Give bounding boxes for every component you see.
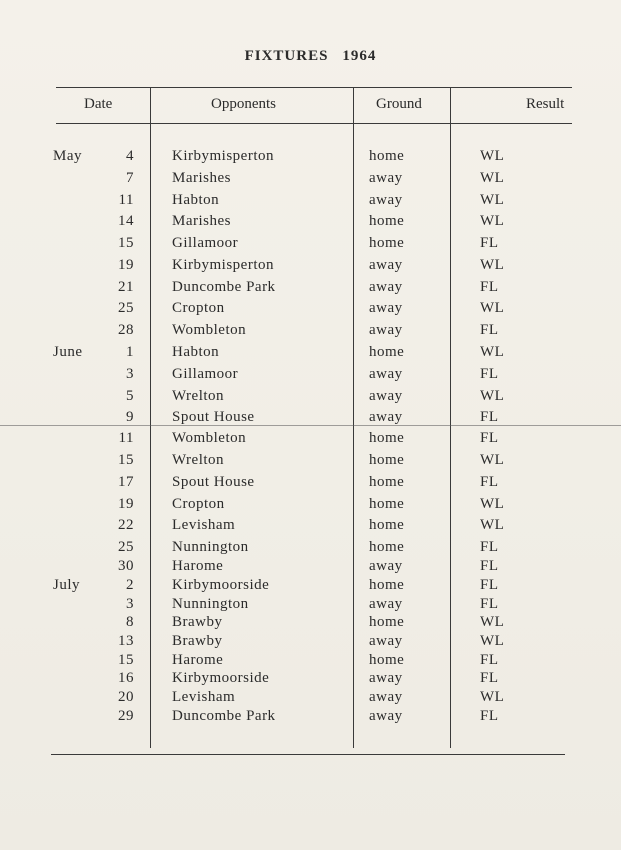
fixture-row <box>0 300 621 320</box>
fixture-result: WL <box>480 517 505 533</box>
fixture-row <box>0 213 621 233</box>
fixture-ground: away <box>369 689 403 705</box>
fixture-row <box>0 496 621 516</box>
header-ground: Ground <box>376 96 422 112</box>
fixture-ground: away <box>369 279 403 295</box>
fixture-ground: home <box>369 474 405 490</box>
fixture-day: 16 <box>118 670 134 686</box>
fixture-result: FL <box>480 322 499 338</box>
fixture-ground: away <box>369 366 403 382</box>
fixture-opponent: Spout House <box>172 474 255 490</box>
fixture-ground: home <box>369 577 405 593</box>
fixture-result: FL <box>480 558 499 574</box>
fixture-day: 11 <box>118 192 134 208</box>
fixture-ground: home <box>369 452 405 468</box>
header-result: Result <box>526 96 565 112</box>
fixture-day: 15 <box>118 235 134 251</box>
fixture-opponent: Marishes <box>172 170 231 186</box>
title-year: 1964 <box>342 48 377 64</box>
fixture-opponent: Brawby <box>172 633 223 649</box>
fixture-ground: away <box>369 300 403 316</box>
fixture-day: 20 <box>118 689 134 705</box>
fixture-day: 1 <box>126 344 134 360</box>
fixture-day: 13 <box>118 633 134 649</box>
fixture-day: 3 <box>126 596 134 612</box>
fixture-day: 7 <box>126 170 134 186</box>
fixture-row <box>0 452 621 472</box>
fixture-ground: away <box>369 322 403 338</box>
fixture-opponent: Kirbymoorside <box>172 577 270 593</box>
fixture-day: 2 <box>126 577 134 593</box>
fixture-day: 3 <box>126 366 134 382</box>
fixture-day: 9 <box>126 409 134 425</box>
fixture-result: WL <box>480 344 505 360</box>
fixture-row <box>0 235 621 255</box>
fixture-row <box>0 409 621 429</box>
fixture-result: WL <box>480 388 505 404</box>
fixture-opponent: Marishes <box>172 213 231 229</box>
fixture-result: WL <box>480 213 505 229</box>
fixture-day: 19 <box>118 257 134 273</box>
fixture-result: WL <box>480 170 505 186</box>
fixture-ground: home <box>369 344 405 360</box>
fixture-opponent: Duncombe Park <box>172 279 276 295</box>
fixture-result: FL <box>480 430 499 446</box>
header-opponents: Opponents <box>211 96 276 112</box>
fixture-ground: home <box>369 148 405 164</box>
fixture-row <box>0 148 621 168</box>
fixture-ground: away <box>369 192 403 208</box>
fixture-row <box>0 430 621 450</box>
fixture-row <box>0 474 621 494</box>
fixture-result: FL <box>480 235 499 251</box>
fixture-day: 4 <box>126 148 134 164</box>
fixture-row <box>0 279 621 299</box>
fixture-row <box>0 633 621 653</box>
fixture-row <box>0 614 621 634</box>
fixture-day: 25 <box>118 539 134 555</box>
fold-crease <box>0 425 621 426</box>
fixture-row <box>0 257 621 277</box>
fixture-ground: home <box>369 539 405 555</box>
fixture-day: 22 <box>118 517 134 533</box>
fixture-result: WL <box>480 452 505 468</box>
fixture-result: WL <box>480 496 505 512</box>
fixture-ground: home <box>369 496 405 512</box>
fixture-day: 17 <box>118 474 134 490</box>
fixture-row <box>0 670 621 690</box>
header-date: Date <box>84 96 113 112</box>
fixture-ground: away <box>369 388 403 404</box>
fixture-month: July <box>53 577 81 593</box>
fixture-opponent: Levisham <box>172 517 236 533</box>
fixture-month: May <box>53 148 82 164</box>
fixture-opponent: Kirbymisperton <box>172 148 274 164</box>
fixture-opponent: Nunnington <box>172 596 249 612</box>
fixture-opponent: Kirbymoorside <box>172 670 270 686</box>
fixture-opponent: Habton <box>172 344 220 360</box>
fixture-ground: home <box>369 652 405 668</box>
fixture-day: 14 <box>118 213 134 229</box>
fixture-day: 8 <box>126 614 134 630</box>
fixture-day: 5 <box>126 388 134 404</box>
fixture-result: WL <box>480 257 505 273</box>
fixture-day: 21 <box>118 279 134 295</box>
fixture-result: WL <box>480 192 505 208</box>
fixture-result: FL <box>480 474 499 490</box>
fixture-row <box>0 388 621 408</box>
fixture-day: 28 <box>118 322 134 338</box>
fixture-day: 25 <box>118 300 134 316</box>
fixture-opponent: Brawby <box>172 614 223 630</box>
fixture-ground: home <box>369 517 405 533</box>
fixture-result: FL <box>480 596 499 612</box>
fixture-ground: away <box>369 670 403 686</box>
fixture-ground: away <box>369 257 403 273</box>
fixture-ground: home <box>369 614 405 630</box>
fixture-day: 11 <box>118 430 134 446</box>
fixture-day: 15 <box>118 452 134 468</box>
fixture-result: WL <box>480 689 505 705</box>
fixture-opponent: Wrelton <box>172 388 225 404</box>
header-bottom-rule <box>56 123 572 124</box>
fixture-row <box>0 558 621 578</box>
fixture-result: FL <box>480 279 499 295</box>
fixture-opponent: Harome <box>172 558 224 574</box>
fixture-opponent: Levisham <box>172 689 236 705</box>
fixture-row <box>0 344 621 364</box>
fixture-result: WL <box>480 614 505 630</box>
fixture-result: FL <box>480 652 499 668</box>
fixture-ground: home <box>369 430 405 446</box>
fixture-ground: away <box>369 170 403 186</box>
fixture-ground: away <box>369 558 403 574</box>
table-top-rule <box>56 87 572 88</box>
fixture-opponent: Kirbymisperton <box>172 257 274 273</box>
fixture-row <box>0 596 621 616</box>
fixture-day: 15 <box>118 652 134 668</box>
fixture-day: 29 <box>118 708 134 724</box>
fixture-opponent: Wrelton <box>172 452 225 468</box>
fixture-day: 19 <box>118 496 134 512</box>
fixture-opponent: Wombleton <box>172 322 247 338</box>
table-bottom-rule <box>51 754 565 755</box>
fixture-opponent: Habton <box>172 192 220 208</box>
fixture-ground: away <box>369 409 403 425</box>
fixture-ground: away <box>369 633 403 649</box>
fixture-opponent: Gillamoor <box>172 235 239 251</box>
fixture-month: June <box>53 344 83 360</box>
fixture-result: FL <box>480 409 499 425</box>
fixture-row <box>0 689 621 709</box>
fixture-result: FL <box>480 577 499 593</box>
fixture-ground: home <box>369 213 405 229</box>
fixture-row <box>0 652 621 672</box>
fixture-opponent: Spout House <box>172 409 255 425</box>
fixture-opponent: Gillamoor <box>172 366 239 382</box>
fixture-ground: home <box>369 235 405 251</box>
page-title <box>0 48 621 65</box>
fixture-result: WL <box>480 633 505 649</box>
fixture-result: WL <box>480 148 505 164</box>
fixture-opponent: Cropton <box>172 496 225 512</box>
fixture-ground: away <box>369 708 403 724</box>
fixture-row <box>0 577 621 597</box>
fixture-ground: away <box>369 596 403 612</box>
fixture-row <box>0 192 621 212</box>
fixture-result: WL <box>480 300 505 316</box>
fixture-row <box>0 539 621 559</box>
fixture-opponent: Harome <box>172 652 224 668</box>
fixture-opponent: Wombleton <box>172 430 247 446</box>
title-text: FIXTURES <box>244 48 329 64</box>
fixture-opponent: Nunnington <box>172 539 249 555</box>
fixture-row <box>0 366 621 386</box>
fixture-opponent: Cropton <box>172 300 225 316</box>
fixture-row <box>0 708 621 728</box>
fixture-row <box>0 517 621 537</box>
fixture-row <box>0 322 621 342</box>
fixture-result: FL <box>480 708 499 724</box>
fixture-result: FL <box>480 670 499 686</box>
fixture-opponent: Duncombe Park <box>172 708 276 724</box>
fixture-day: 30 <box>118 558 134 574</box>
fixture-result: FL <box>480 366 499 382</box>
fixture-row <box>0 170 621 190</box>
fixture-result: FL <box>480 539 499 555</box>
